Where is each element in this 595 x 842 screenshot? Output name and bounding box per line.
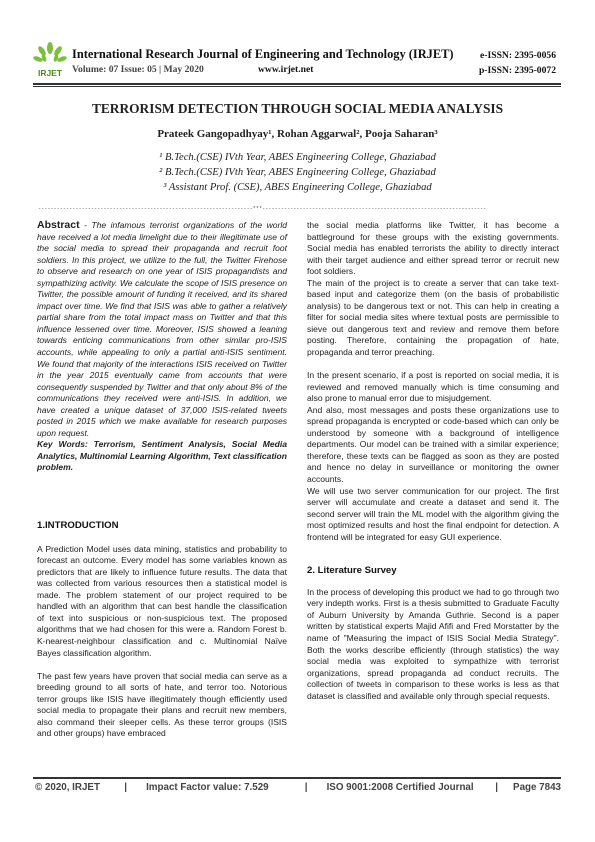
eissn: e-ISSN: 2395-0056 <box>480 50 556 61</box>
footer-rule <box>33 777 561 779</box>
abstract <box>37 220 287 439</box>
page-footer <box>33 782 561 793</box>
footer-copyright: © 2020, IRJET <box>35 782 100 793</box>
footer-page-number: Page 7843 <box>513 782 561 793</box>
left-column <box>37 220 287 740</box>
footer-divider: | <box>495 782 498 793</box>
volume-line: Volume: 07 Issue: 05 | May 2020 <box>72 64 204 75</box>
right-paragraph-4: And also, most messages and posts these organizations use to spread propaganda is encrypted or code-based which can only be understood by someone with a background of intelligence departments. Our model can be trained with a similar experience; therefore, these texts can be flagged as soon as they are posted and hence no delay in surveillance or monitoring the owner accounts. <box>307 404 559 484</box>
right-paragraph-2: The main of the project is to create a server that can take text-based input and categorize them (on the basis of probabilistic analysis) to be dangerous text or not. This can help in creating a filter for social media sites where textual posts are permissible to sieve out dangerous text and review and remove them before posting. Therefore, containing the propagation of hate, propaganda and terror preaching. <box>307 277 559 358</box>
intro-heading: 1.INTRODUCTION <box>37 520 119 532</box>
journal-title: International Research Journal of Engineering and Technology (IRJET) <box>72 47 454 61</box>
right-paragraph-5: We will use two server communication for our project. The first server will accumulate and create a dataset and send it. The second server will train the ML model with the algorithm giving the most optimized results and host the final endpoint for detection. A frontend will be integrated for easy GUI experience. <box>307 485 559 542</box>
right-column <box>307 220 559 702</box>
logo-text: IRJET <box>37 68 63 78</box>
paper-authors: Prateek Gangopadhyay¹, Rohan Aggarwal², Pooja Saharan³ <box>157 128 438 140</box>
section-separator: ---------------------------------------------------------------------***------------------------------------------------------------------------ <box>38 206 487 212</box>
pissn: p-ISSN: 2395-0072 <box>478 65 556 76</box>
paper-title: TERRORISM DETECTION THROUGH SOCIAL MEDIA ANALYSIS <box>91 101 504 116</box>
irjet-logo <box>30 40 70 80</box>
footer-divider: | <box>124 782 128 793</box>
literature-paragraph-1: In the process of developing this product we had to go through two very indepth works. First is a thesis submitted to Graduate Faculty of Auburn University by Amanda Guthrie. Second is a paper written by statistical experts Majid Afifi and Fred Morstatter by the name of "Measuring the impact of ISIS Social Media Strategy". Both the works describe efficiently (through statistics) the way social media was exploited to sympathize with terrorist organizations, spread propaganda ad conduct recruits. The collection of tweets in comparison to these works is less as that dataset is classified and available only through special requests. <box>307 586 559 701</box>
footer-iso: ISO 9001:2008 Certified Journal <box>326 782 474 793</box>
intro-paragraph-2: The past few years have proven that social media can serve as a breeding ground to all sorts of hate, and terror too. Notorious terror groups like ISIS have illegitimately though efficiently used social media to propagate their plans and recruit new members, also command their sleeper cells. As these terror groups (ISIS and other groups) have embraced <box>37 670 287 739</box>
keywords: Key Words: Terrorism, Sentiment Analysis, Social Media Analytics, Multinomial Learning Algorithm, Text classification problem. <box>37 439 287 473</box>
abstract-heading: Abstract <box>37 219 80 231</box>
right-paragraph-1: the social media platforms like Twitter, it has become a battleground for these groups with the existing governments. Social media has enabled terrorists the ability to directly interact with their target audience and either spread terror or recruit new foot soldiers. <box>307 220 559 277</box>
footer-impact-factor: Impact Factor value: 7.529 <box>146 782 269 793</box>
journal-website[interactable]: www.irjet.net <box>258 64 314 75</box>
header-rule-thin <box>33 86 561 87</box>
affiliation-1: ¹ B.Tech.(CSE) IVth Year, ABES Engineering College, Ghaziabad <box>159 152 436 163</box>
right-paragraph-3: In the present scenario, if a post is reported on social media, it is reviewed and removed manually which is time consuming and also prone to manual error due to misjudgement. <box>307 370 559 404</box>
header-rule <box>33 83 561 85</box>
literature-heading: 2. Literature Survey <box>307 565 397 577</box>
footer-divider: | <box>304 782 308 793</box>
abstract-text: - The infamous terrorist organizations of the world have received a lot media limelight due to their illegitimate use of the social media to spread their propaganda and recruit foot soldiers. In this project, we utilize to the full, the Twitter Firehose to observe and research on one year of ISIS propagandists and sympathizing activity. We calculate the scope of ISIS presence on Twitter, the possible amount of funding it received, and its shared impact over time. We find that ISIS was able to gather a relatively partial share from the total impact mass on Twitter and that this influence lessened over time. Moreover, ISIS showed a leaning towards enticing communications from other similar pro-ISIS accounts, while appealing to only a partial anti-ISIS sentiment. We found that majority of the interactions ISIS received on Twitter in the year 2015 eventually came from accounts that were consequently suspended by Twitter and that only about 8% of the communications they received were anti-ISIS. In addition, we have created a unique dataset of 37,000 ISIS-related tweets posted in 2015 which we make available for research purposes upon request. <box>37 220 287 438</box>
affiliation-2: ² B.Tech.(CSE) IVth Year, ABES Engineering College, Ghaziabad <box>159 167 436 178</box>
affiliation-3: ³ Assistant Prof. (CSE), ABES Engineering College, Ghaziabad <box>163 182 432 193</box>
intro-paragraph-1: A Prediction Model uses data mining, statistics and probability to forecast an outcome. Every model has some variables known as predictors that are likely to influence future results. The data that was collected from various resources then a statistical model is made. The problem statement of our project required to be handled with an algorithm that can best handle the classification of text into suspicious or non-suspicious text. The proposed algorithms that we had chosen for this were a. Random Forest b. K-nearest-neighbour classification and c. Multinomial Naïve Bayes classification algorithm. <box>37 543 287 658</box>
